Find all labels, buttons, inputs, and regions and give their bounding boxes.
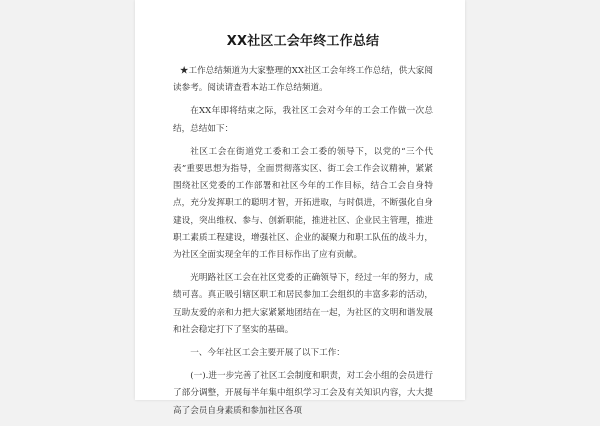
- opening-paragraph: 在XX年即将结束之际，我社区工会对今年的工会工作做一次总结，总结如下：: [173, 106, 433, 134]
- body-paragraph: 光明路社区工会在社区党委的正确领导下，经过一年的努力，成绩可喜。真正吸引辖区职工和居民参加工会组织的丰富多彩的活动，互助友爱的亲和力把大家紧紧地团结在一起，为社区的文明和谐发展和社会稳定打下了坚实的基础。: [173, 273, 433, 335]
- body-paragraph: (一).进一步完善了社区工会制度和职责，对工会小组的会员进行了部分调整，开展每半年集中组织学习工会及有关知识内容，大大提高了会员自身素质和参加社区各项: [173, 371, 433, 416]
- body-paragraph: 社区工会在街道党工委和工会工委的领导下，以党的“三个代表”重要思想为指导，全面贯彻落实区、街工会工作会议精神，紧紧围绕社区党委的工作部署和社区今年的工作目标，结合工会自身特点，充分发挥职工的聪明才智，开拓进取，与时俱进，不断强化自身建设，突出维权、参与、创新职能，推进社区、企业民主管理，推进职工素质工程建设，增强社区、企业的凝聚力和职工队伍的战斗力，为社区全面实现全年的工作目标作出了应有贡献。: [173, 146, 433, 261]
- document-body: [173, 30, 433, 426]
- intro-paragraph: ★工作总结频道为大家整理的XX社区工会年终工作总结，供大家阅读参考。阅读请查看本站工作总结频道。: [173, 66, 433, 94]
- document-title: XX社区工会年终工作总结: [226, 34, 380, 49]
- section-heading: 一、今年社区工会主要开展了以下工作：: [190, 348, 345, 359]
